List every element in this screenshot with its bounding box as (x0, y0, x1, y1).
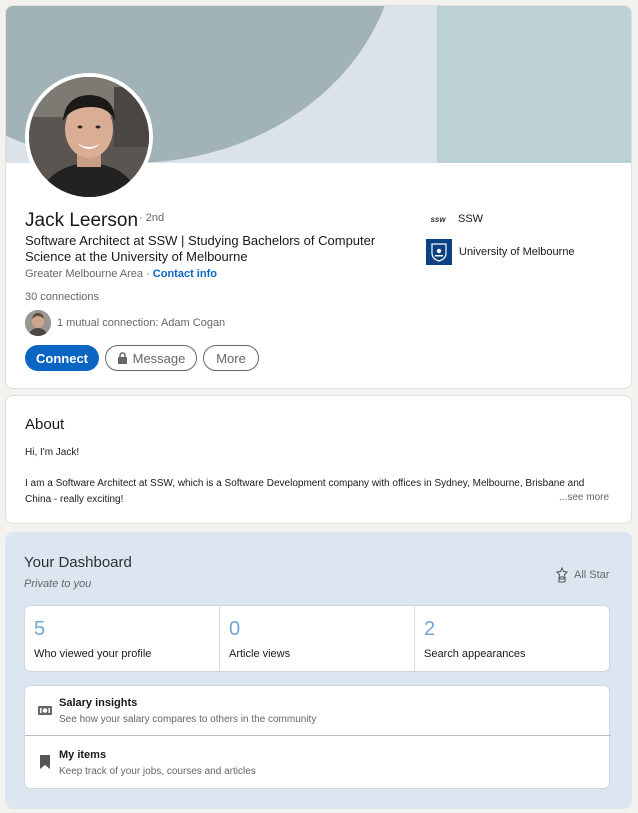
item-description: See how your salary compares to others in the community (59, 714, 317, 725)
lock-icon (117, 352, 128, 364)
connections-count[interactable]: 30 connections (25, 291, 99, 303)
dashboard-card (5, 532, 632, 809)
more-button[interactable]: More (203, 345, 259, 371)
my-items-item[interactable] (25, 738, 611, 788)
all-star-icon (556, 567, 568, 583)
contact-info-link[interactable]: Contact info (152, 268, 217, 280)
about-body: I am a Software Architect at SSW, which is a Software Development company with offices in Sydney, Melbourne, Brisbane and China - really exciting! (25, 478, 585, 505)
dashboard-items (24, 685, 610, 789)
org-unimelb-name: University of Melbourne (459, 246, 575, 258)
stat-label: Search appearances (424, 648, 526, 660)
about-card (5, 395, 632, 524)
profile-location: Greater Melbourne Area · (25, 268, 150, 280)
all-star-label: All Star (574, 569, 610, 581)
item-title: Salary insights (59, 697, 138, 709)
message-button[interactable] (105, 345, 197, 371)
connect-button[interactable]: Connect (25, 345, 99, 371)
stat-value: 2 (424, 618, 436, 640)
unimelb-logo (426, 239, 452, 265)
all-star-badge[interactable] (556, 567, 609, 583)
org-ssw[interactable] (426, 212, 483, 226)
stat-profile-views[interactable] (25, 606, 220, 671)
connection-degree-badge: · 2nd (139, 212, 165, 224)
profile-name: Jack Leerson (25, 210, 139, 231)
ssw-logo: ssw (430, 214, 446, 224)
stat-value: 5 (34, 618, 46, 640)
mutual-connection-name[interactable]: Adam Cogan (160, 317, 226, 329)
stat-label: Article views (229, 648, 291, 660)
stat-article-views[interactable] (220, 606, 415, 671)
location-row (25, 268, 217, 280)
stat-label: Who viewed your profile (34, 648, 152, 660)
about-greeting: Hi, I'm Jack! (25, 447, 80, 458)
org-ssw-name: SSW (458, 213, 484, 225)
item-description: Keep track of your jobs, courses and articles (59, 766, 256, 777)
dashboard-stats (24, 605, 610, 672)
about-title: About (25, 416, 65, 433)
salary-insights-item[interactable] (25, 686, 611, 736)
see-more-link[interactable]: ...see more (559, 492, 610, 503)
dashboard-title: Your Dashboard (24, 554, 132, 571)
item-title: My items (59, 749, 107, 761)
org-university-of-melbourne[interactable] (426, 239, 575, 265)
bookmark-icon (37, 754, 53, 770)
dashboard-subtitle: Private to you (24, 578, 92, 590)
message-button-label: Message (132, 350, 186, 366)
profile-card (5, 5, 632, 389)
profile-avatar[interactable] (25, 73, 153, 201)
salary-icon (37, 702, 53, 718)
profile-headline: Software Architect at SSW | Studying Bachelors of Computer Science at the University of Melbourne (25, 233, 376, 264)
stat-search-appearances[interactable] (415, 606, 609, 671)
mutual-connection-text[interactable]: 1 mutual connection: Adam Cogan (57, 317, 226, 329)
mutual-connection-avatar[interactable] (25, 310, 51, 336)
stat-value: 0 (229, 618, 241, 640)
